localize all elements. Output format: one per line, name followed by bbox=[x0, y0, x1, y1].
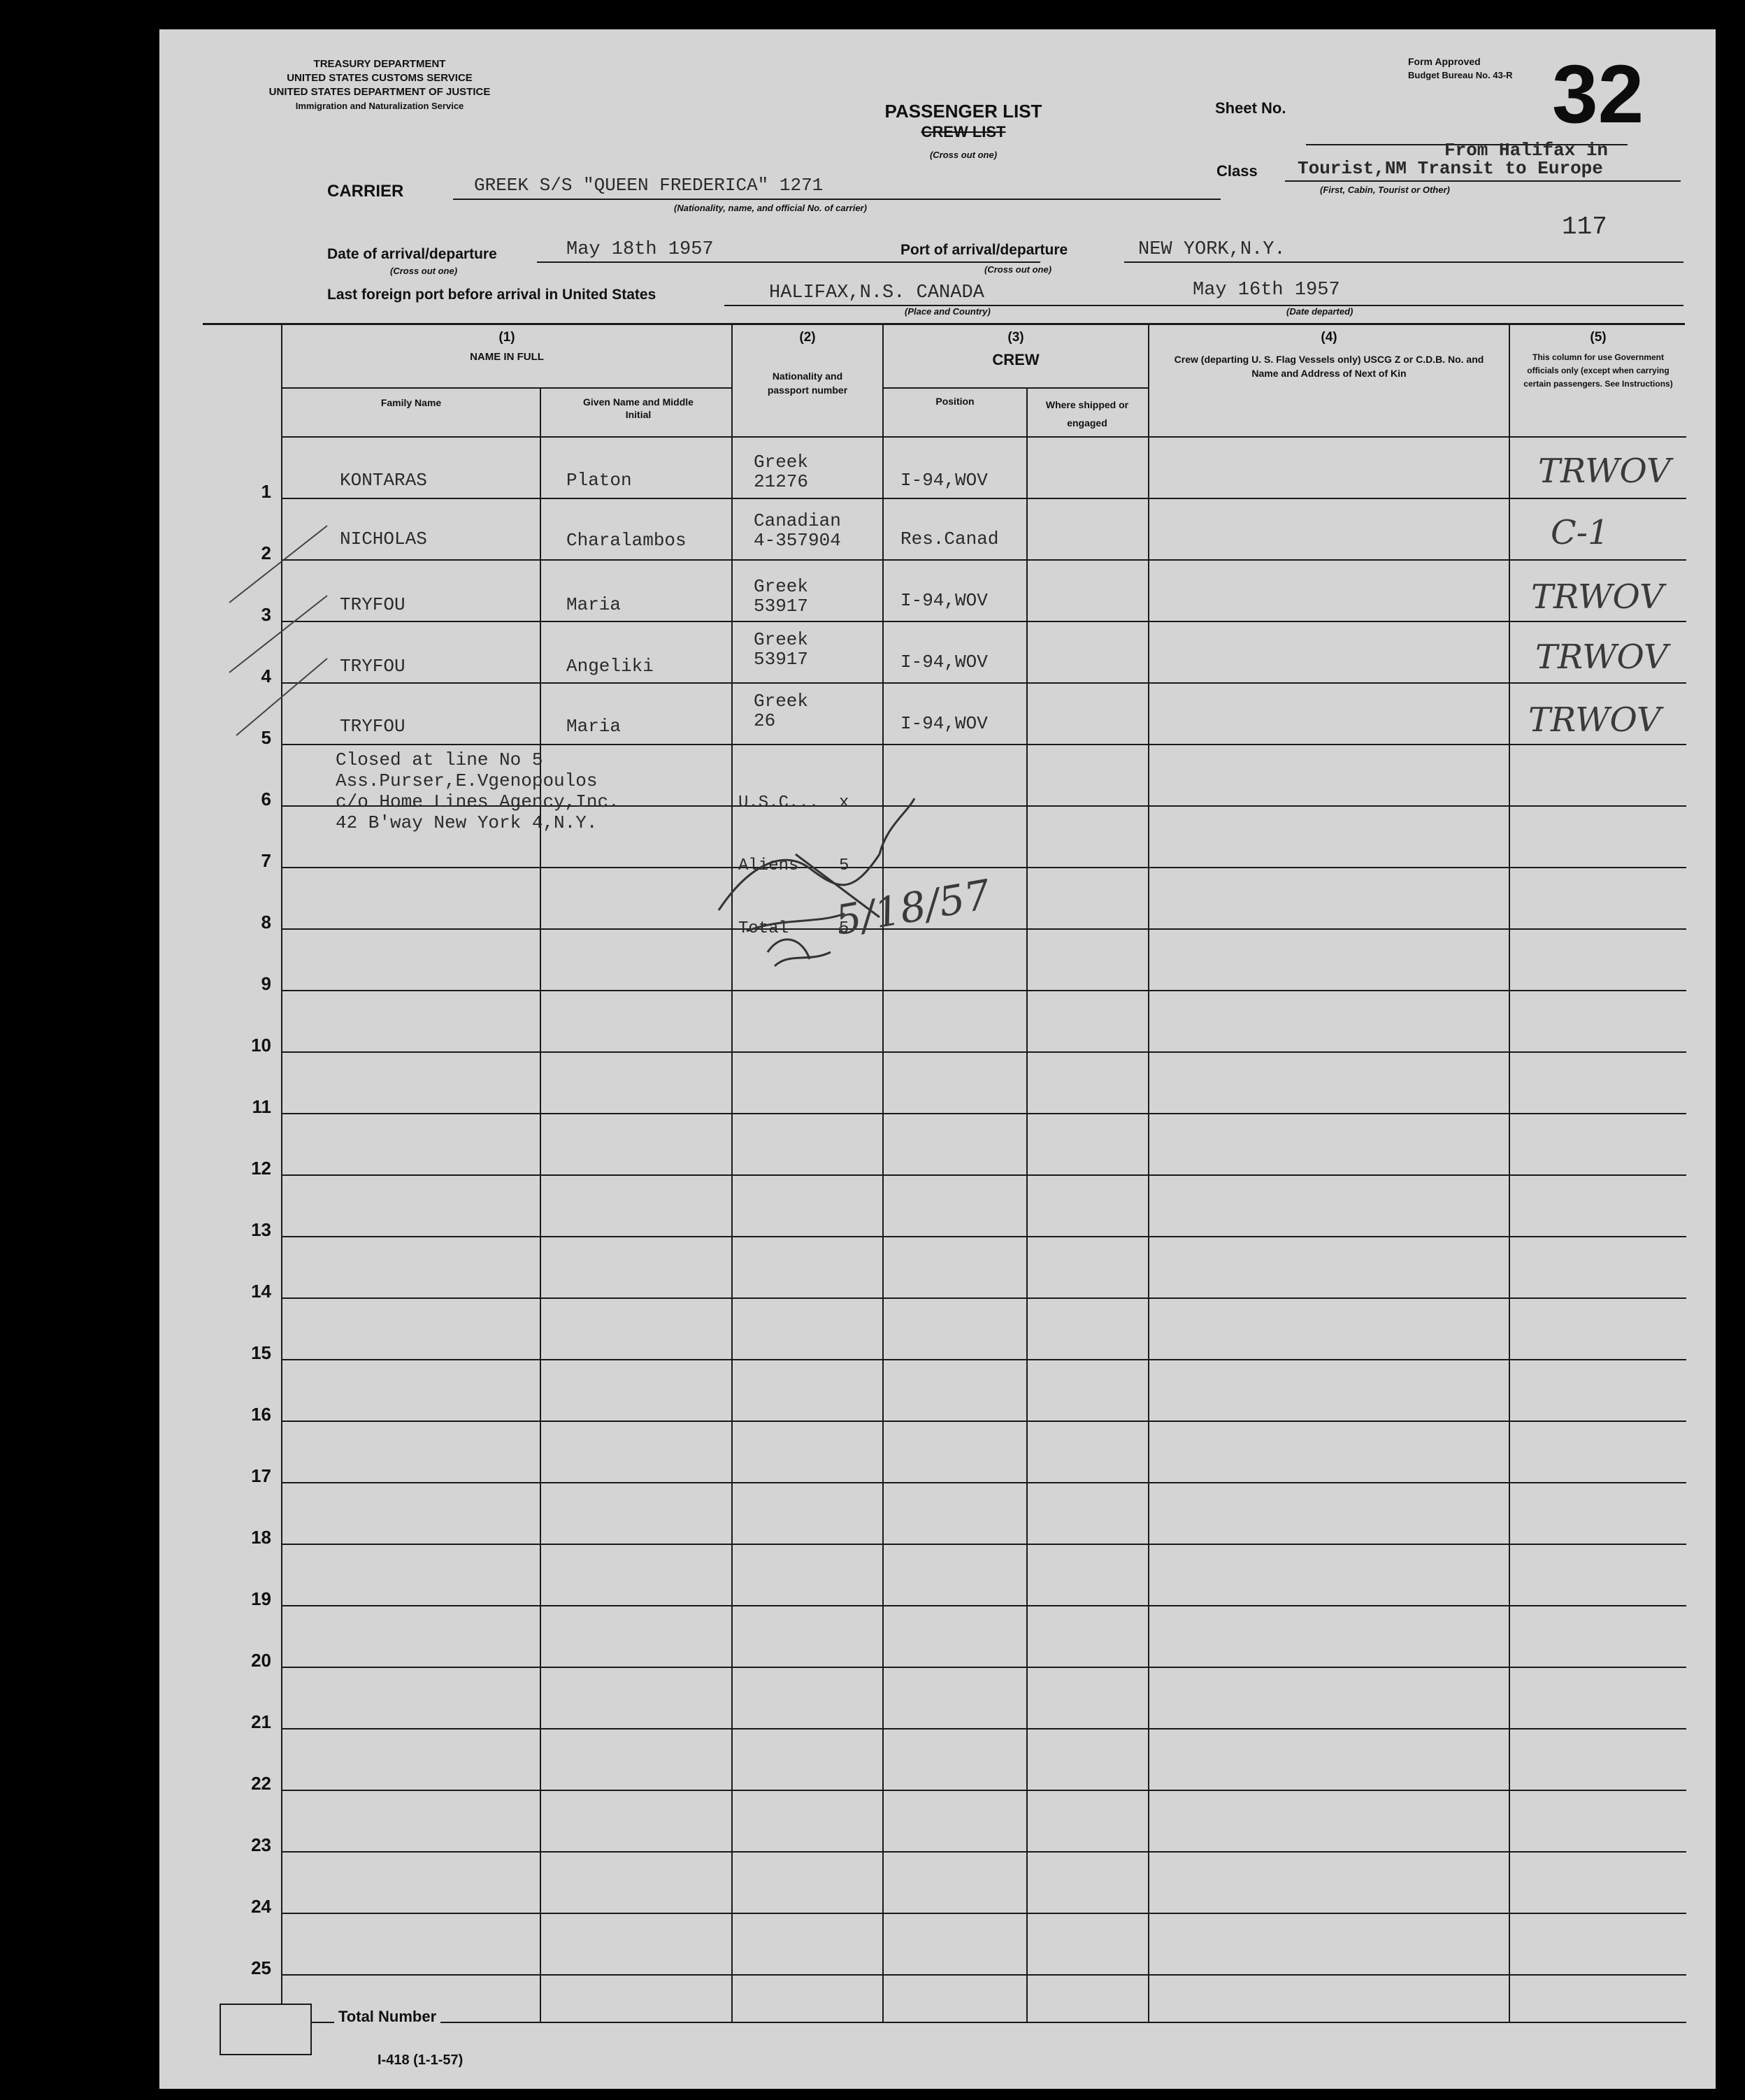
arrival-underline bbox=[537, 261, 1040, 263]
row-rule bbox=[281, 682, 1686, 684]
table-bottom-rule bbox=[281, 2022, 1686, 2023]
closing-block bbox=[336, 749, 619, 833]
manifest-page bbox=[159, 29, 1716, 2089]
nationality: Greek bbox=[754, 452, 809, 473]
class-value-line1: From Halifax in bbox=[1444, 140, 1609, 161]
port-label: Port of arrival/departure bbox=[900, 242, 1068, 258]
port-value: NEW YORK,N.Y. bbox=[1138, 239, 1286, 260]
line-number: 21 bbox=[251, 1711, 271, 1732]
total-number-box bbox=[220, 2004, 312, 2055]
col-divider-position-where bbox=[1026, 387, 1028, 2023]
given-name: Maria bbox=[566, 594, 622, 615]
row-rule bbox=[281, 1297, 1686, 1299]
crew-position: I-94,WOV bbox=[900, 470, 988, 491]
col1-family-header: Family Name bbox=[380, 397, 442, 408]
row-rule bbox=[281, 990, 1686, 991]
nationality: Greek bbox=[754, 576, 809, 597]
crew-position: I-94,WOV bbox=[900, 713, 988, 734]
family-name: NICHOLAS bbox=[340, 528, 427, 549]
agency-line: UNITED STATES CUSTOMS SERVICE bbox=[287, 72, 473, 84]
passport-number: 53917 bbox=[754, 596, 809, 617]
class-label: Class bbox=[1216, 162, 1258, 180]
row-rule bbox=[281, 1851, 1686, 1853]
row-rule bbox=[281, 1728, 1686, 1729]
signature-date: 5/18/57 bbox=[831, 870, 994, 944]
row-rule bbox=[281, 1113, 1686, 1114]
official-notation: TRWOV bbox=[1531, 577, 1664, 617]
col2-number: (2) bbox=[799, 330, 816, 345]
line-number: 17 bbox=[251, 1465, 271, 1486]
row-rule bbox=[281, 1236, 1686, 1237]
row-rule bbox=[281, 1359, 1686, 1360]
col1-given-header: Given Name and Middle Initial bbox=[583, 396, 694, 420]
carrier-underline bbox=[453, 199, 1221, 200]
given-name: Maria bbox=[566, 716, 622, 737]
col5-number: (5) bbox=[1590, 330, 1607, 345]
header-bottom-rule bbox=[281, 436, 1686, 438]
form-approved: Form Approved bbox=[1408, 56, 1481, 67]
closing-line: c/o Home Lines Agency,Inc. bbox=[336, 791, 619, 812]
passport-number: 53917 bbox=[754, 649, 809, 670]
crew-position: I-94,WOV bbox=[900, 590, 988, 611]
port-caption: (Cross out one) bbox=[984, 264, 1052, 275]
line-number: 14 bbox=[251, 1281, 271, 1302]
class-underline bbox=[1285, 180, 1681, 182]
row-rule bbox=[281, 1605, 1686, 1606]
line-number: 15 bbox=[251, 1342, 271, 1363]
line-number: 5 bbox=[261, 727, 271, 748]
cross-out-caption: (Cross out one) bbox=[929, 150, 998, 160]
row-rule bbox=[281, 867, 1686, 868]
form-title: PASSENGER LIST bbox=[884, 101, 1042, 122]
passport-number: 4-357904 bbox=[754, 530, 841, 551]
row-rule bbox=[281, 1174, 1686, 1176]
line-number: 24 bbox=[251, 1896, 271, 1917]
line-number: 6 bbox=[261, 789, 271, 810]
arrival-value: May 18th 1957 bbox=[566, 239, 714, 260]
line-number: 23 bbox=[251, 1834, 271, 1855]
subheader-rule-name bbox=[281, 387, 731, 389]
nationality: Greek bbox=[754, 629, 809, 650]
row-rule bbox=[281, 1667, 1686, 1668]
col4-number: (4) bbox=[1321, 330, 1337, 345]
line-number: 7 bbox=[261, 850, 271, 871]
line-number: 22 bbox=[251, 1773, 271, 1794]
tally-line: U.S.C... x bbox=[738, 793, 849, 812]
port-underline bbox=[1124, 261, 1683, 263]
class-caption: (First, Cabin, Tourist or Other) bbox=[1320, 185, 1450, 195]
line-number: 11 bbox=[252, 1096, 271, 1117]
crew-position: Res.Canad bbox=[900, 528, 999, 549]
row-rule bbox=[281, 1421, 1686, 1422]
col4-title: Crew (departing U. S. Flag Vessels only) USCG Z or C.D.B. No. and Name and Address of Next of Kin bbox=[1174, 354, 1484, 379]
row-rule bbox=[281, 1974, 1686, 1976]
row-rule bbox=[281, 744, 1686, 745]
arrival-caption: (Cross out one) bbox=[390, 266, 458, 276]
budget-bureau: Budget Bureau No. 43-R bbox=[1408, 70, 1513, 80]
col3-position-header: Position bbox=[935, 396, 975, 407]
family-name: TRYFOU bbox=[340, 594, 405, 615]
row-rule bbox=[281, 1051, 1686, 1053]
tally-line: Total 5 bbox=[738, 919, 849, 938]
col-divider-nationality-crew bbox=[882, 324, 884, 2023]
closing-line: Closed at line No 5 bbox=[336, 749, 543, 770]
official-notation: TRWOV bbox=[1528, 700, 1661, 740]
total-number-label: Total Number bbox=[334, 2008, 440, 2026]
passport-number: 21276 bbox=[754, 471, 809, 492]
line-number: 13 bbox=[251, 1219, 271, 1240]
carrier-value: GREEK S/S "QUEEN FREDERICA" 1271 bbox=[474, 175, 824, 196]
official-notation: TRWOV bbox=[1538, 452, 1671, 491]
row-rule bbox=[281, 1790, 1686, 1791]
agency-line: TREASURY DEPARTMENT bbox=[313, 58, 446, 70]
tally-line: Aliens 5 bbox=[738, 856, 849, 875]
carrier-label: CARRIER bbox=[327, 182, 404, 201]
row-rule bbox=[281, 1913, 1686, 1914]
class-value-line2: Tourist,NM Transit to Europe bbox=[1298, 158, 1603, 179]
col3-title: CREW bbox=[992, 351, 1040, 368]
closing-line: Ass.Purser,E.Vgenopoulos bbox=[336, 770, 598, 791]
last-port-value: HALIFAX,N.S. CANADA bbox=[769, 282, 984, 303]
line-number: 4 bbox=[261, 666, 271, 686]
arrival-label: Date of arrival/departure bbox=[327, 246, 497, 262]
line-number: 25 bbox=[251, 1957, 271, 1978]
closing-line: 42 B'way New York 4,N.Y. bbox=[336, 812, 598, 833]
stamp-number: 117 bbox=[1562, 213, 1607, 241]
nationality: Canadian bbox=[754, 510, 841, 531]
row-rule bbox=[281, 1544, 1686, 1545]
given-name: Charalambos bbox=[566, 530, 687, 551]
row-rule bbox=[281, 498, 1686, 499]
line-number: 1 bbox=[261, 481, 271, 502]
nationality: Greek bbox=[754, 691, 809, 712]
family-name: TRYFOU bbox=[340, 656, 405, 677]
col-divider-family-given bbox=[540, 387, 541, 2023]
line-number: 16 bbox=[251, 1404, 271, 1425]
family-name: TRYFOU bbox=[340, 716, 405, 737]
line-number: 19 bbox=[251, 1588, 271, 1609]
col-divider-kin-official bbox=[1509, 324, 1510, 2023]
col5-title: This column for use Government officials only (except when carrying certain passengers. See Instructions) bbox=[1523, 352, 1673, 389]
sheet-label: Sheet No. bbox=[1215, 99, 1286, 117]
last-port-label: Last foreign port before arrival in United States bbox=[327, 287, 656, 303]
subheader-rule-crew bbox=[882, 387, 1148, 389]
line-number: 2 bbox=[261, 542, 271, 563]
sheet-number: 32 bbox=[1552, 48, 1644, 141]
line-number: 20 bbox=[251, 1650, 271, 1671]
passport-number: 26 bbox=[754, 710, 776, 731]
margin-check-marks bbox=[222, 512, 334, 770]
given-name: Platon bbox=[566, 470, 632, 491]
place-caption: (Place and Country) bbox=[905, 306, 991, 317]
col2-title: Nationality and passport number bbox=[767, 371, 848, 396]
date-departed-caption: (Date departed) bbox=[1286, 306, 1353, 317]
line-number: 8 bbox=[261, 912, 271, 933]
last-port-underline bbox=[724, 305, 1683, 306]
col3-number: (3) bbox=[1007, 330, 1024, 345]
official-notation: C-1 bbox=[1551, 513, 1609, 552]
line-number: 9 bbox=[261, 973, 271, 994]
row-rule bbox=[281, 928, 1686, 930]
carrier-caption: (Nationality, name, and official No. of carrier) bbox=[674, 203, 867, 213]
agency-block bbox=[222, 57, 537, 113]
line-number: 18 bbox=[251, 1527, 271, 1548]
line-number: 12 bbox=[251, 1158, 271, 1179]
col3-where-header: Where shipped or engaged bbox=[1045, 399, 1129, 429]
form-code: I-418 (1-1-57) bbox=[378, 2052, 464, 2068]
crew-list-struck: CREW LIST bbox=[921, 123, 1006, 141]
row-rule bbox=[281, 1482, 1686, 1483]
col-divider-crew-kin bbox=[1148, 324, 1149, 2023]
col1-title: NAME IN FULL bbox=[470, 351, 544, 363]
given-name: Angeliki bbox=[566, 656, 654, 677]
col1-number: (1) bbox=[498, 330, 515, 345]
col-divider-name-nationality bbox=[731, 324, 733, 2023]
line-number: 10 bbox=[251, 1035, 271, 1056]
family-name: KONTARAS bbox=[340, 470, 427, 491]
line-number: 3 bbox=[261, 604, 271, 625]
agency-line: UNITED STATES DEPARTMENT OF JUSTICE bbox=[268, 86, 491, 98]
row-rule bbox=[281, 621, 1686, 622]
table-top-rule bbox=[203, 323, 1685, 325]
date-departed-value: May 16th 1957 bbox=[1193, 280, 1340, 301]
official-notation: TRWOV bbox=[1535, 638, 1668, 677]
crew-position: I-94,WOV bbox=[900, 652, 988, 673]
row-rule bbox=[281, 559, 1686, 561]
agency-line: Immigration and Naturalization Service bbox=[295, 101, 464, 111]
